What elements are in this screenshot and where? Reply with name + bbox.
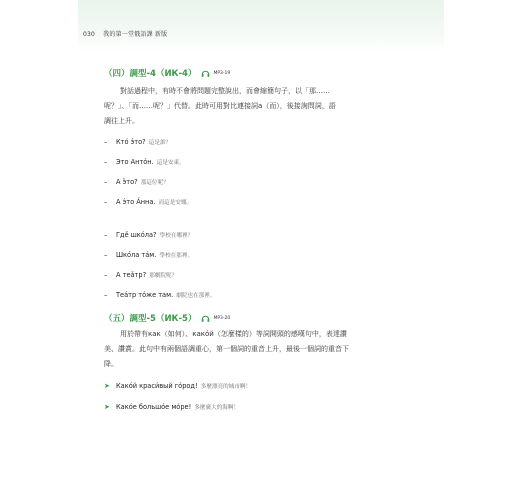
dialog-line — [104, 271, 177, 279]
dash: – — [104, 158, 108, 166]
russian-text: Это Анто́н. — [116, 158, 154, 166]
page-number: 030 — [83, 31, 96, 38]
dash: – — [104, 198, 108, 206]
chinese-translation: 而這是安娜。 — [158, 200, 193, 206]
paragraph-line: 美、讚賞。此句中有兩個語調重心，第一個詞的重音上升，最後一個詞的重音下 — [104, 345, 349, 353]
section-5-paragraph — [104, 327, 414, 372]
chinese-translation: 劇院也在那裡。 — [176, 293, 216, 299]
section-4-title — [104, 67, 230, 79]
dialog-line — [104, 158, 185, 166]
header-band — [78, 0, 444, 52]
dash: – — [104, 271, 108, 279]
dialog-line — [104, 231, 193, 239]
russian-text: Шко́ла та́м. — [116, 251, 157, 259]
russian-text: Како́е большо́е мо́ре! — [116, 403, 192, 411]
russian-text: Како́й краси́вый го́род! — [116, 382, 198, 390]
section-5-title-text: （五）調型-5（ИК-5） — [104, 314, 197, 324]
dialog-line — [104, 178, 169, 186]
headphone-icon — [201, 69, 210, 78]
chinese-translation: 這是誰？ — [148, 140, 172, 146]
arrow-bullet-icon: ➤ — [104, 382, 110, 390]
paragraph-line: 呢？」、「而……呢？」代替。此時可用對比連接詞а（而），後接詢問詞，語 — [104, 102, 336, 110]
dash: – — [104, 138, 108, 146]
audio-track-label: MP3-19 — [213, 70, 231, 76]
book-title: 我的第一堂俄語課 新版 — [103, 31, 168, 38]
example-item — [104, 382, 251, 390]
audio-track-label: MP3-20 — [213, 315, 231, 321]
paragraph-line: 調往上升。 — [104, 117, 139, 125]
chinese-translation: 那這位呢？ — [140, 180, 169, 186]
headphone-icon — [201, 314, 210, 323]
dialog-line — [104, 138, 171, 146]
russian-text: Где̌ шко́ла? — [116, 231, 157, 239]
chinese-translation: 學校在那裡。 — [159, 253, 194, 259]
russian-text: А э́то А́нна. — [116, 198, 156, 206]
dialog-line — [104, 198, 192, 206]
chinese-translation: 這是安東。 — [156, 160, 185, 166]
paragraph-line: 降。 — [104, 360, 118, 368]
dash: – — [104, 251, 108, 259]
paragraph-line: 用於帶有как（如何）、како́й（怎麼樣的）等詞開頭的感嘆句中，表達讚 — [120, 330, 347, 338]
russian-text: А теа̌тр? — [116, 271, 147, 279]
example-item — [104, 403, 239, 411]
chinese-translation: 那劇院呢？ — [149, 273, 178, 279]
running-header — [83, 29, 167, 38]
dialog-line — [104, 291, 215, 299]
russian-text: Кто́ э́то? — [116, 138, 146, 146]
section-4-paragraph — [104, 84, 414, 129]
section-4-title-text: （四）調型-4（ИК-4） — [104, 69, 197, 79]
section-5-title — [104, 312, 230, 324]
dash: – — [104, 291, 108, 299]
dash: – — [104, 231, 108, 239]
paragraph-line: 對話過程中，有時不會將問題完整說出，而會縮簡句子，以「那…… — [120, 87, 330, 95]
chinese-translation: 多麼廣大的海啊！ — [194, 405, 240, 411]
dash: – — [104, 178, 108, 186]
chinese-translation: 學校在哪裡？ — [159, 233, 194, 239]
arrow-bullet-icon: ➤ — [104, 403, 110, 411]
russian-text: А э̌то? — [116, 178, 138, 186]
chinese-translation: 多麼漂亮的城市啊！ — [200, 384, 252, 390]
dialog-line — [104, 251, 193, 259]
russian-text: Теа́тр то́же там. — [116, 291, 174, 299]
